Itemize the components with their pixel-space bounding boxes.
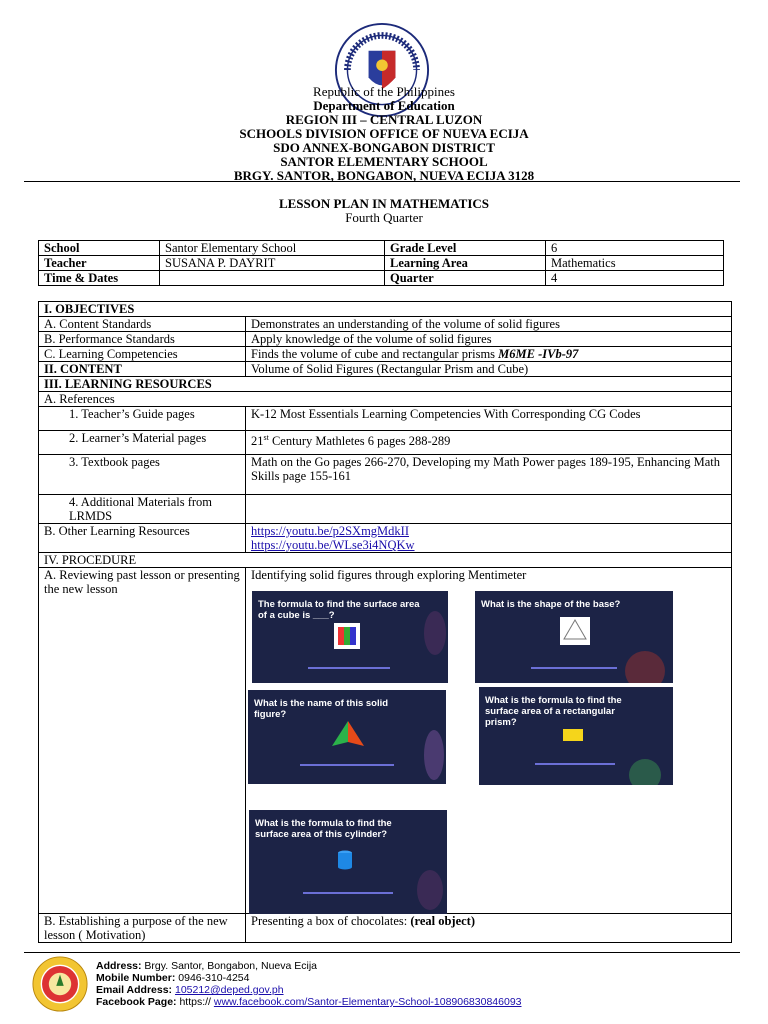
other-resources-value: [246, 524, 732, 553]
footer-email: [96, 984, 284, 996]
header-republic: Republic of the Philippines: [313, 84, 455, 99]
mobile-value: 0946-310-4254: [175, 972, 250, 984]
footer-facebook: [96, 996, 522, 1008]
slide-3-shape: [424, 730, 444, 780]
lesson-title: LESSON PLAN IN MATHEMATICS: [278, 196, 490, 211]
slide-1: [252, 591, 448, 683]
green-pyramid-icon: [330, 720, 366, 748]
quarter-value: 4: [546, 271, 724, 286]
slide-5-progress: [303, 892, 393, 894]
time-value: [160, 271, 385, 286]
lm-value-rest: Century Mathletes 6 pages 288-289: [268, 434, 451, 449]
info-table: [38, 240, 724, 286]
performance-standards-label: B. Performance Standards: [39, 332, 246, 347]
header-school: SANTOR ELEMENTARY SCHOOL: [280, 154, 488, 169]
time-label: Time & Dates: [39, 271, 160, 286]
footer-divider: [24, 952, 740, 953]
objectives-heading: I. OBJECTIVES: [39, 302, 732, 317]
additional-materials-value: [246, 495, 732, 524]
competency-code: M6ME -IVb-97: [498, 347, 579, 361]
review-label: A. Reviewing past lesson or presenting the new lesson: [39, 568, 246, 914]
school-value: Santor Elementary School: [160, 241, 385, 256]
lm-value-sup: st: [263, 433, 269, 442]
slide-1-progress: [308, 667, 390, 669]
header-district: SDO ANNEX-BONGABON DISTRICT: [273, 140, 495, 155]
review-text: Identifying solid figures through exploring Mentimeter: [251, 568, 527, 582]
facebook-link[interactable]: www.facebook.com/Santor-Elementary-School-108906830846093: [213, 996, 522, 1008]
slide-4-shape: [629, 759, 661, 785]
yellow-prism-icon: [563, 729, 583, 741]
header-division: SCHOOLS DIVISION OFFICE OF NUEVA ECIJA: [239, 126, 529, 141]
tb-value: Math on the Go pages 266-270, Developing my Math Power pages 189-195, Enhancing Math Skills page 155-161: [246, 455, 732, 495]
youtube-link-1[interactable]: https://youtu.be/p2SXmgMdkII: [251, 524, 409, 538]
lm-value: [246, 431, 732, 455]
slide-1-question: The formula to find the surface area of a cube is ___?: [258, 599, 420, 621]
slide-4: [479, 687, 673, 785]
purpose-bold: (real object): [410, 914, 476, 928]
grade-value: 6: [546, 241, 724, 256]
slide-5-question: What is the formula to find the surface area of this cylinder?: [255, 818, 392, 840]
email-label: Email Address:: [96, 984, 173, 996]
tg-value: K-12 Most Essentials Learning Competencies With Corresponding CG Codes: [246, 407, 732, 431]
email-link[interactable]: 105212@deped.gov.ph: [174, 984, 284, 996]
slide-3-progress: [300, 764, 394, 766]
competencies-text: Finds the volume of cube and rectangular prisms: [251, 347, 496, 361]
header-divider: [24, 181, 740, 182]
area-label: Learning Area: [385, 256, 546, 271]
procedure-heading: IV. PROCEDURE: [39, 553, 732, 568]
other-resources-label: B. Other Learning Resources: [39, 524, 246, 553]
header-address: BRGY. SANTOR, BONGABON, NUEVA ECIJA 3128: [233, 168, 535, 183]
header-department: Department of Education: [313, 98, 455, 113]
lm-value-prefix: 21: [251, 434, 264, 449]
purpose-label: B. Establishing a purpose of the new lesson ( Motivation): [39, 914, 246, 943]
pyramid-icon: [560, 617, 590, 645]
tg-label: 1. Teacher’s Guide pages: [39, 407, 246, 431]
header-region: REGION III – CENTRAL LUZON: [285, 112, 483, 127]
facebook-prefix: https://: [176, 996, 214, 1008]
area-value: Mathematics: [546, 256, 724, 271]
mobile-label: Mobile Number:: [96, 972, 176, 984]
slide-4-question: What is the formula to find the surface area of a rectangular prism?: [485, 695, 622, 728]
slide-5-shape: [417, 870, 443, 910]
competencies-value: [246, 347, 732, 362]
slide-1-shape: [424, 611, 446, 655]
additional-materials-label: 4. Additional Materials from LRMDS: [39, 495, 246, 524]
grade-label: Grade Level: [385, 241, 546, 256]
content-standards-label: A. Content Standards: [39, 317, 246, 332]
youtube-link-2[interactable]: https://youtu.be/WLse3i4NQKw: [251, 538, 415, 552]
purpose-value: [246, 914, 732, 943]
resources-heading: III. LEARNING RESOURCES: [39, 377, 732, 392]
slide-4-progress: [535, 763, 615, 765]
teacher-value: SUSANA P. DAYRIT: [160, 256, 385, 271]
content-label: II. CONTENT: [39, 362, 246, 377]
lm-label: 2. Learner’s Material pages: [39, 431, 246, 455]
slide-2-shape: [625, 651, 665, 683]
slide-3: [248, 690, 446, 784]
school-label: School: [39, 241, 160, 256]
quarter-label: Quarter: [385, 271, 546, 286]
slide-2-question: What is the shape of the base?: [481, 599, 621, 610]
teacher-label: Teacher: [39, 256, 160, 271]
address-label: Address:: [96, 960, 142, 972]
references-label: A. References: [39, 392, 732, 407]
slide-2-progress: [531, 667, 617, 669]
cylinder-icon: [337, 850, 353, 870]
address-value: Brgy. Santor, Bongabon, Nueva Ecija: [141, 960, 318, 972]
tb-label: 3. Textbook pages: [39, 455, 246, 495]
content-value: Volume of Solid Figures (Rectangular Prism and Cube): [246, 362, 732, 377]
slide-3-question: What is the name of this solid figure?: [254, 698, 389, 720]
slide-5: [249, 810, 447, 914]
performance-standards-value: Apply knowledge of the volume of solid figures: [246, 332, 732, 347]
rubiks-cube-icon: [334, 623, 360, 649]
school-logo: [32, 956, 88, 1012]
competencies-label: C. Learning Competencies: [39, 347, 246, 362]
slide-2: [475, 591, 673, 683]
content-standards-value: Demonstrates an understanding of the volume of solid figures: [246, 317, 732, 332]
lesson-subtitle: Fourth Quarter: [345, 210, 423, 225]
purpose-text: Presenting a box of chocolates:: [251, 914, 411, 928]
footer-mobile: [96, 972, 250, 984]
facebook-label: Facebook Page:: [96, 996, 177, 1008]
footer-address: [96, 960, 317, 972]
